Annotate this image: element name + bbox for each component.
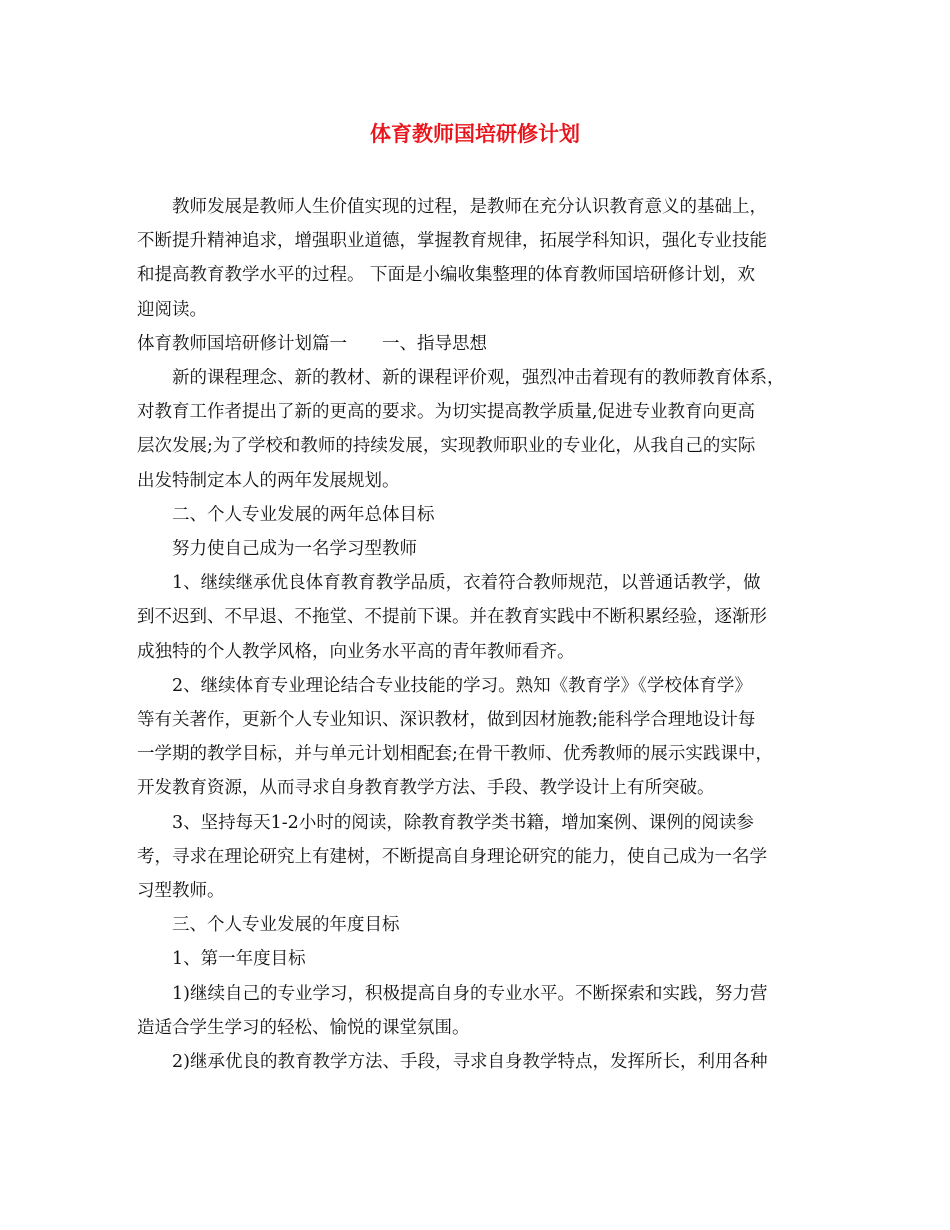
text-line: 新的课程理念、新的教材、新的课程评价观，强烈冲击着现有的教师教育体系， (172, 368, 785, 389)
text-line: 1、继续继承优良体育教育教学品质，衣着符合教师规范，以普通话教学，做 (172, 573, 761, 594)
text-line: 体育教师国培研修计划篇一 一、指导思想 (137, 333, 487, 354)
text-line: 等有关著作，更新个人专业知识、深识教材，做到因材施教;能科学合理地设计每 (137, 710, 756, 731)
text-line: 迎阅读。 (137, 299, 207, 320)
paragraph-item-3 (137, 806, 827, 909)
paragraph-first-year-1 (137, 977, 827, 1045)
text-line: 1、第一年度目标 (172, 949, 306, 970)
text-line: 和提高教育教学水平的过程。 下面是小编收集整理的体育教师国培研修计划，欢 (137, 265, 756, 286)
section-heading-annual-goals (137, 908, 827, 942)
text-line: 对教育工作者提出了新的更高的要求。为切实提高教学质量,促进专业教育向更高 (137, 402, 756, 423)
text-line: 一学期的教学目标，并与单元计划相配套;在骨干教师、优秀教师的展示实践课中， (137, 744, 773, 765)
paragraph-item-1 (137, 566, 827, 669)
paragraph-first-year-2 (137, 1045, 827, 1079)
document-title: 体育教师国培研修计划 (370, 121, 580, 146)
text-line: 开发教育资源，从而寻求自身教育教学方法、手段、教学设计上有所突破。 (137, 778, 715, 799)
document-body (137, 190, 827, 1079)
text-line: 不断提升精神追求，增强职业道德，掌握教育规律，拓展学科知识，强化专业技能 (137, 231, 767, 252)
text-line: 二、个人专业发展的两年总体目标 (172, 504, 435, 525)
paragraph-item-2 (137, 669, 827, 806)
text-line: 教师发展是教师人生价值实现的过程，是教师在充分认识教育意义的基础上， (172, 197, 767, 217)
paragraph-learning-teacher (137, 532, 827, 566)
text-line: 努力使自己成为一名学习型教师 (172, 539, 417, 560)
text-line: 到不迟到、不早退、不拖堂、不提前下课。并在教育实践中不断积累经验，逐渐形 (137, 607, 767, 628)
text-line: 出发特制定本人的两年发展规划。 (137, 470, 400, 491)
text-line: 成独特的个人教学风格，向业务水平高的青年教师看齐。 (137, 641, 575, 662)
section-heading-two-year-goals (137, 498, 827, 532)
text-line: 考，寻求在理论研究上有建树，不断提高自身理论研究的能力，使自己成为一名学 (137, 846, 767, 867)
text-line: 三、个人专业发展的年度目标 (172, 915, 400, 936)
text-line: 习型教师。 (137, 881, 225, 902)
text-line: 造适合学生学习的轻松、愉悦的课堂氛围。 (137, 1017, 470, 1038)
subheading-first-year (137, 942, 827, 976)
paragraph-guiding-ideology (137, 361, 827, 498)
text-line: 1)继续自己的专业学习，积极提高自身的专业水平。不断探索和实践，努力营 (172, 983, 768, 1004)
text-line: 层次发展;为了学校和教师的持续发展，实现教师职业的专业化，从我自己的实际 (137, 436, 756, 457)
text-line: 2、继续体育专业理论结合专业技能的学习。熟知《教育学》《学校体育学》 (172, 675, 752, 696)
text-line: 2)继承优良的教育教学方法、手段，寻求自身教学特点，发挥所长，利用各种 (172, 1052, 768, 1073)
section-heading-guiding-ideology (137, 327, 827, 361)
paragraph-intro (137, 190, 827, 327)
text-line: 3、坚持每天1-2小时的阅读，除教育教学类书籍，增加案例、课例的阅读参 (172, 812, 754, 833)
